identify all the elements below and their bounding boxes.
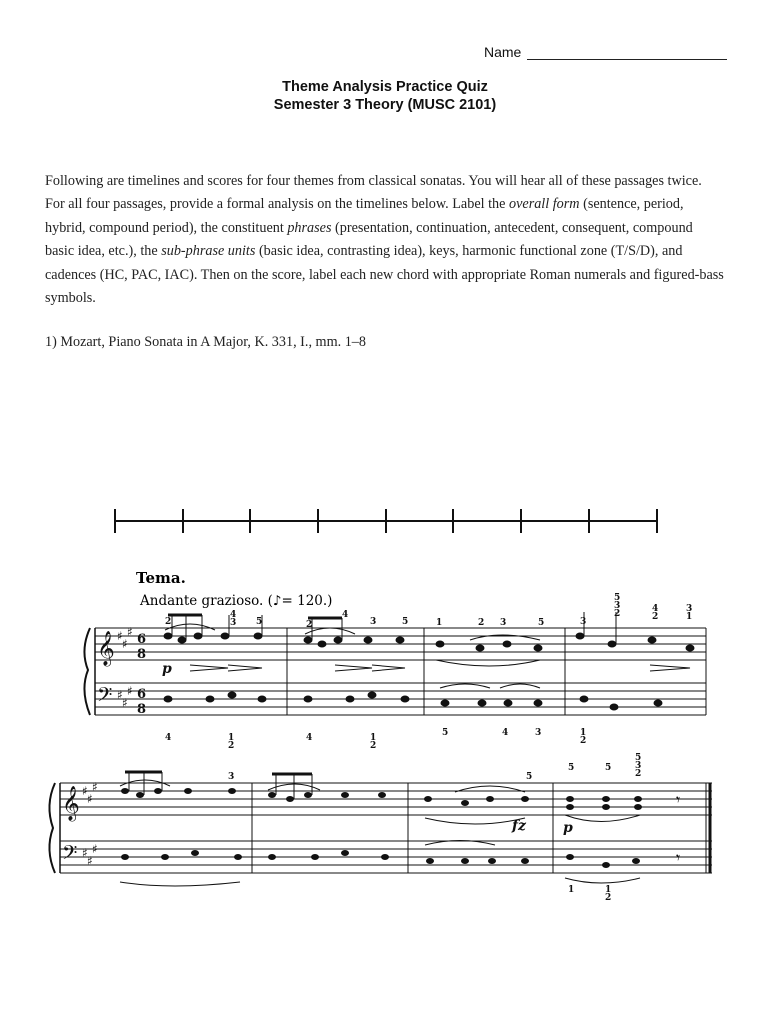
svg-text:𝄾: 𝄾 [676,848,681,867]
analysis-timeline[interactable] [115,509,657,533]
dynamic-piano-2: p [563,820,573,836]
course-subtitle: Semester 3 Theory (MUSC 2101) [273,97,497,113]
svg-text:5: 5 [568,763,575,773]
stems-system-2 [125,772,312,799]
svg-text:1: 1 [605,885,612,895]
svg-text:2: 2 [635,769,642,779]
svg-text:2: 2 [478,618,485,628]
svg-text:2: 2 [605,893,612,903]
svg-text:6: 6 [137,632,147,647]
svg-text:2: 2 [165,617,172,627]
phrases-term: phrases [287,219,332,236]
svg-text:2: 2 [370,741,377,751]
svg-text:4: 4 [502,728,509,738]
overall-form-term: overall form [509,196,580,213]
name-label: Name [484,44,522,60]
svg-text:4: 4 [230,610,237,620]
sub-phrase-term: sub-phrase units [161,243,256,260]
svg-text:4: 4 [306,733,313,743]
svg-text:2: 2 [580,736,587,746]
svg-text:1: 1 [228,733,235,743]
svg-text:♯: ♯ [117,688,123,702]
svg-text:♯: ♯ [122,696,128,710]
fingerings-system-1 [165,593,692,751]
svg-text:1: 1 [436,618,443,628]
svg-text:3: 3 [228,772,235,782]
svg-text:1: 1 [370,733,377,743]
svg-text:𝄞: 𝄞 [97,631,115,666]
svg-text:3: 3 [230,618,237,628]
svg-text:𝄢: 𝄢 [62,841,78,869]
svg-text:1: 1 [580,728,587,738]
svg-text:4: 4 [342,610,349,620]
rests-system-2 [676,790,680,867]
svg-text:8: 8 [137,647,147,662]
svg-text:5: 5 [614,593,621,603]
svg-text:4: 4 [652,604,659,614]
svg-text:2: 2 [228,741,235,751]
notes-system-1 [164,633,694,710]
svg-text:5: 5 [442,728,449,738]
svg-text:♯: ♯ [87,792,93,806]
slurs-system-1 [165,624,690,688]
svg-text:6: 6 [137,687,147,702]
dynamic-fz: fz [512,818,526,834]
instructions-paragraph: Following are timelines and scores for four themes from classical sonatas. You will hear all of these passages twice. For all four passages, provide a formal analysis on the timelines below. Label the overall form (sentence, period, hybrid, compound period), the constituent phrases (presentation, continuation, antecedent, consequent, compound basic idea, etc.), the sub-phrase units (basic idea, contrasting idea), keys, harmonic functional zone (T/S/D), and cadences (HC, PAC, IAC). Then on the score, label each new chord with appropriate Roman numerals and figured-bass symbols. [45,173,724,307]
svg-text:3: 3 [635,761,642,771]
svg-text:♯: ♯ [82,846,88,860]
svg-text:♯: ♯ [92,780,98,794]
quiz-title: Theme Analysis Practice Quiz [282,79,488,95]
svg-text:♯: ♯ [117,629,123,643]
clefs-and-keys-1 [97,625,172,717]
svg-text:♯: ♯ [82,784,88,798]
tempo-marking: Andante grazioso. (♪= 120.) [140,593,333,609]
svg-text:2: 2 [652,612,659,622]
svg-text:♯: ♯ [127,625,133,639]
svg-text:3: 3 [535,728,542,738]
svg-text:1: 1 [568,885,575,895]
svg-text:5: 5 [402,617,409,627]
dynamic-piano: p [162,661,172,677]
svg-text:♯: ♯ [122,637,128,651]
svg-text:𝄾: 𝄾 [676,790,681,809]
svg-text:♯: ♯ [87,854,93,868]
svg-text:3: 3 [370,617,377,627]
svg-text:5: 5 [635,753,642,763]
tema-heading: Tema. [136,569,186,587]
svg-text:3: 3 [580,617,587,627]
svg-text:1: 1 [686,612,693,622]
svg-text:5: 5 [605,763,612,773]
svg-text:♯: ♯ [127,684,133,698]
svg-text:2: 2 [614,609,621,619]
svg-text:2: 2 [306,620,313,630]
svg-text:4: 4 [165,733,172,743]
svg-text:5: 5 [256,617,263,627]
svg-text:3: 3 [614,601,621,611]
svg-text:3: 3 [500,618,507,628]
svg-text:5: 5 [526,772,533,782]
svg-text:♯: ♯ [92,842,98,856]
svg-text:3: 3 [686,604,693,614]
svg-text:𝄢: 𝄢 [97,683,113,711]
svg-text:8: 8 [137,702,147,717]
svg-text:5: 5 [538,618,545,628]
svg-text:𝄞: 𝄞 [62,786,80,821]
question-1-label: 1) Mozart, Piano Sonata in A Major, K. 331, I., mm. 1–8 [45,334,366,350]
